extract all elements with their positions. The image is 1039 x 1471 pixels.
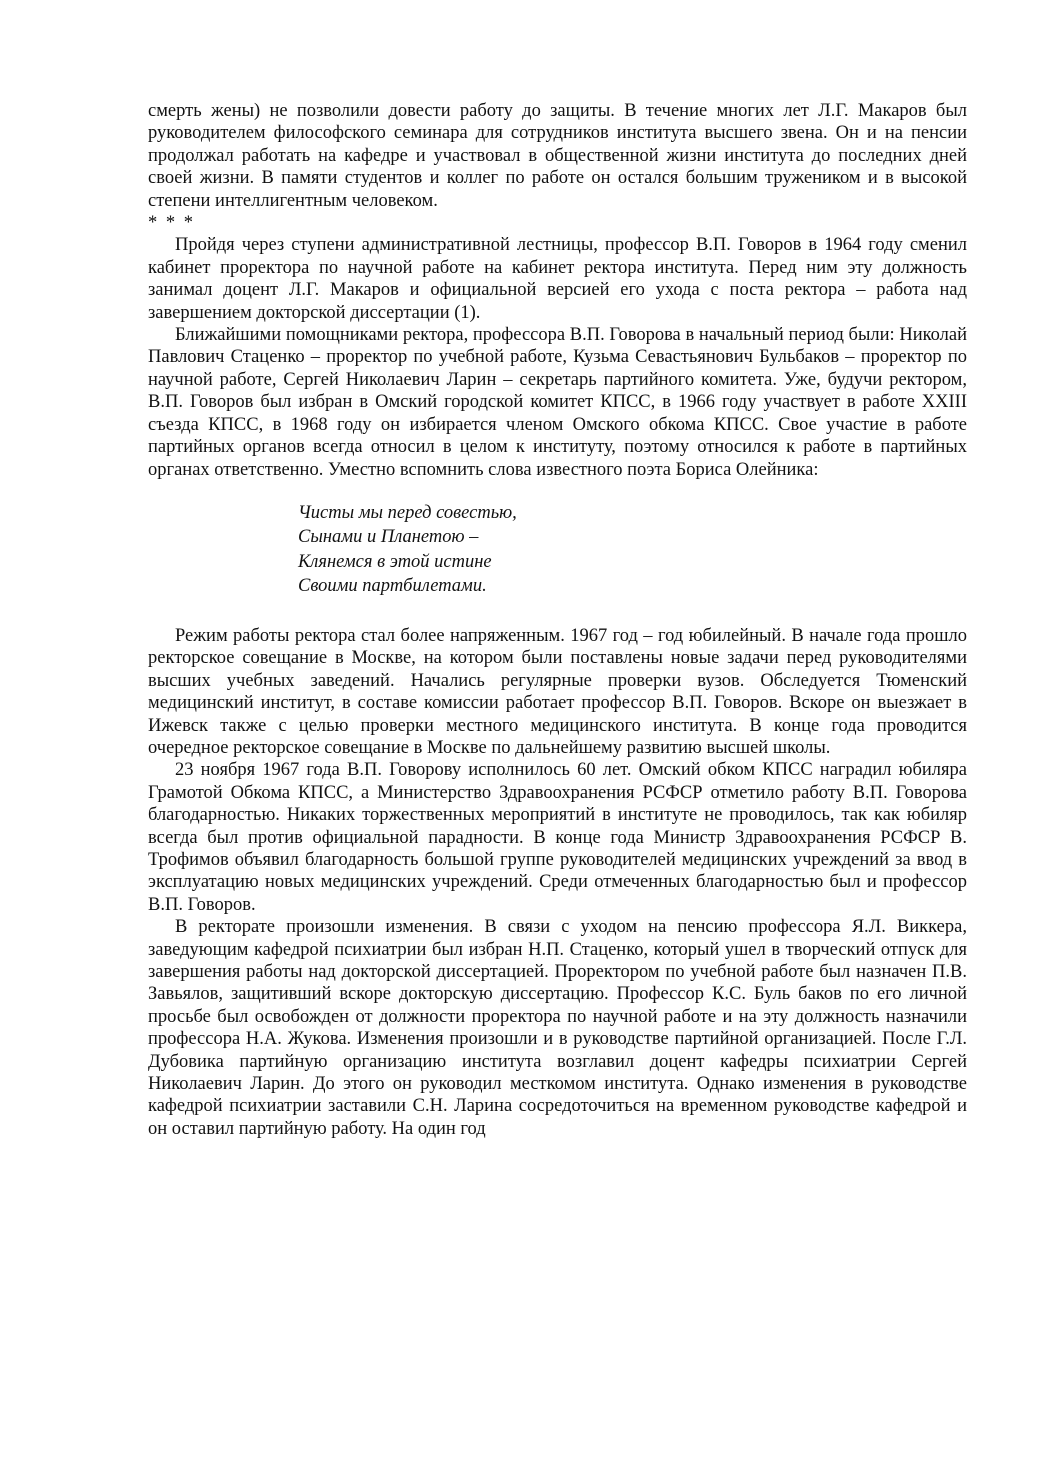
poem-line: Сынами и Планетою –	[298, 527, 479, 548]
poem-quote	[298, 501, 967, 599]
poem-line: Своими партбилетами.	[298, 576, 487, 597]
document-page	[148, 100, 967, 1140]
poem-line: Клянемся в этой истине	[298, 551, 492, 572]
paragraph-work-regime: Режим работы ректора стал более напряженным. 1967 год – год юбилейный. В начале года прошло ректорское совещание в Москве, на котором были поставлены новые задачи перед руководителями высших учебных заведений. Начались регулярные проверки вузов. Обследуется Тюменский медицинский институт, в составе комиссии работает профессор В.П. Говоров. Вскоре он выезжает в Ижевск также с целью проверки местного медицинского института. В конце года проводится очередное ректорское совещание в Москве по дальнейшему развитию высшей школы.	[148, 625, 967, 758]
paragraph-rectorate-changes: В ректорате произошли изменения. В связи с уходом на пенсию профессора Я.Л. Виккера, заведующим кафедрой психиатрии был избран Н.П. Стаценко, который ушел в творческий отпуск для завершения работы над докторской диссертацией. Проректором по учебной работе был назначен П.В. Завьялов, защитивший вскоре докторскую диссертацию. Профессор К.С. Буль баков по его личной просьбе был освобожден от должности проректора по научной работе и на эту должность назначили профессора Н.А. Жукова. Изменения произошли и в руководстве партийной организацией. После Г.Л. Дубовика партийную организацию института возглавил доцент кафедры психиатрии Сергей Николаевич Ларин. До этого он руководил месткомом института. Однако изменения в руководстве кафедрой психиатрии заставили С.Н. Ларина сосредоточиться на временном руководстве кафедрой и он оставил партийную работу. На один год	[148, 917, 967, 1139]
paragraph-anniversary: 23 ноября 1967 года В.П. Говорову исполнилось 60 лет. Омский обком КПСС наградил юбиляра Грамотой Обкома КПСС, а Министерство Здравоохранения РСФСР отметило работу В.П. Говорова благодарностью. Никаких торжественных мероприятий в институте не проводилось, так как юбиляр всегда был против официальной парадности. В конце года Министр Здравоохранения РСФСР В. Трофимов объявил благодарность большой группе руководителей медицинских учреждений за ввод в эксплуатацию новых медицинских учреждений. Среди отмеченных благодарностью был и профессор В.П. Говоров.	[148, 760, 967, 915]
poem-line: Чисты мы перед совестью,	[298, 502, 517, 523]
paragraph-rector-appointment: Пройдя через ступени административной лестницы, профессор В.П. Говоров в 1964 году сменил кабинет проректора по научной работе на кабинет ректора института. Перед ним эту должность занимал доцент Л.Г. Макаров и официальной версией его ухода с поста ректора – работа над завершением докторской диссертации (1).	[148, 235, 967, 323]
section-separator: * * *	[148, 213, 195, 234]
paragraph-continuation: смерть жены) не позволили довести работу до защиты. В течение многих лет Л.Г. Макаров был руководителем философского семинара для сотрудников института высшего звена. Он и на пенсии продолжал работать на кафедре и участвовал в общественной жизни института до последних дней своей жизни. В памяти студентов и коллег по работе он остался большим тружеником и в высокой степени интеллигентным человеком.	[148, 101, 967, 211]
paragraph-rector-assistants: Ближайшими помощниками ректора, профессора В.П. Говорова в начальный период были: Николай Павлович Стаценко – проректор по учебной работе, Кузьма Севастьянович Бульбаков – проректор по научной работе, Сергей Николаевич Ларин – секретарь партийного комитета. Уже, будучи ректором, В.П. Говоров был избран в Омский городской комитет КПСС, в 1966 году участвует в работе XXIII съезда КПСС, в 1968 году он избирается членом Омского обкома КПСС. Свое участие в работе партийных органов всегда относил в целом к институту, поэтому относился к работе в партийных органах ответственно. Уместно вспомнить слова известного поэта Бориса Олейника:	[148, 325, 967, 480]
